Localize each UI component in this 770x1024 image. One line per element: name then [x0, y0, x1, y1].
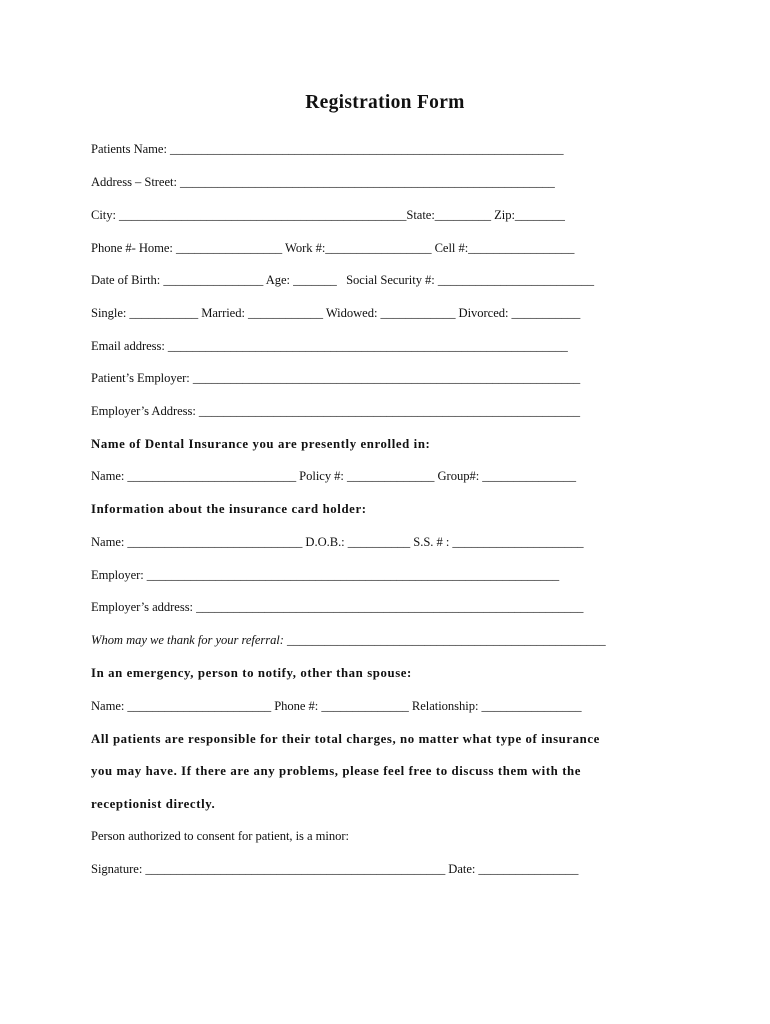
employer-address-field[interactable]: Employer’s Address: _____________________________________________________________: [91, 404, 580, 418]
marital-status-fields[interactable]: Single: ___________ Married: ____________ Widowed: ____________ Divorced: ___________: [91, 306, 581, 320]
dental-insurance-heading: Name of Dental Insurance you are presently enrolled in:: [91, 437, 431, 451]
emergency-contact-heading: In an emergency, person to notify, other than spouse:: [91, 666, 412, 680]
referral-label: Whom may we thank for your referral:: [91, 633, 284, 647]
city-state-zip-field[interactable]: City: ______________________________________________State:_________ Zip:________: [91, 208, 565, 222]
responsibility-notice-line-1: All patients are responsible for their total charges, no matter what type of insurance: [91, 732, 600, 746]
holder-employer-field[interactable]: Employer: __________________________________________________________________: [91, 568, 560, 582]
patients-name-field[interactable]: Patients Name: _______________________________________________________________: [91, 142, 564, 156]
holder-name-dob-ssn-fields[interactable]: Name: ____________________________ D.O.B.: __________ S.S. # : _____________________: [91, 535, 584, 549]
address-street-field[interactable]: Address – Street: ____________________________________________________________: [91, 175, 555, 189]
phone-fields[interactable]: Phone #- Home: _________________ Work #:_________________ Cell #:_________________: [91, 241, 575, 255]
referral-row[interactable]: [91, 632, 606, 648]
holder-employer-address-field[interactable]: Employer’s address: ______________________________________________________________: [91, 600, 584, 614]
referral-field[interactable]: ___________________________________________________: [283, 633, 606, 647]
responsibility-notice-line-2: you may have. If there are any problems, please feel free to discuss them with the: [91, 764, 582, 778]
signature-date-fields[interactable]: Signature: ________________________________________________ Date: ________________: [91, 862, 579, 876]
consent-statement: Person authorized to consent for patient, is a minor:: [91, 829, 349, 843]
dob-age-ssn-fields[interactable]: Date of Birth: ________________ Age: _______ Social Security #: _________________________: [91, 273, 595, 287]
email-address-field[interactable]: Email address: ________________________________________________________________: [91, 339, 568, 353]
card-holder-heading: Information about the insurance card holder:: [91, 502, 367, 516]
responsibility-notice-line-3: receptionist directly.: [91, 797, 216, 811]
patient-employer-field[interactable]: Patient’s Employer: ______________________________________________________________: [91, 371, 581, 385]
emergency-contact-fields[interactable]: Name: _______________________ Phone #: ______________ Relationship: ________________: [91, 699, 582, 713]
form-title: Registration Form: [305, 92, 465, 113]
insurance-name-policy-group-fields[interactable]: Name: ___________________________ Policy #: ______________ Group#: _______________: [91, 469, 576, 483]
